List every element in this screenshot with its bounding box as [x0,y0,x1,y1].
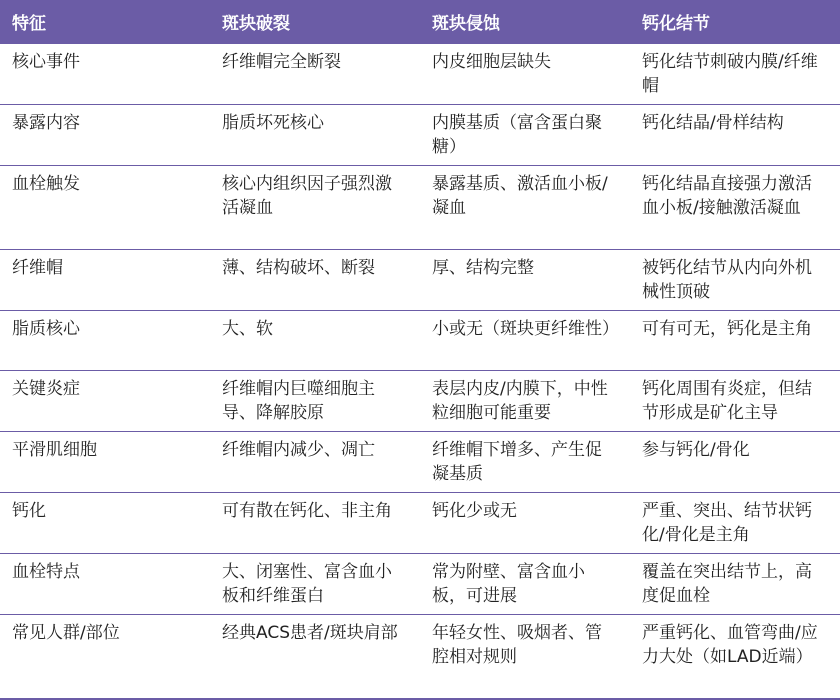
header-plaque-erosion: 斑块侵蚀 [420,0,630,44]
row-label: 钙化 [0,493,210,554]
cell-rupture: 薄、结构破坏、断裂 [210,250,420,311]
cell-erosion: 小或无（斑块更纤维性） [420,311,630,371]
cell-rupture: 经典ACS患者/斑块肩部 [210,615,420,699]
cell-calcified-nodule: 参与钙化/骨化 [630,432,840,493]
cell-calcified-nodule: 覆盖在突出结节上，高度促血栓 [630,554,840,615]
cell-erosion: 表层内皮/内膜下，中性粒细胞可能重要 [420,371,630,432]
cell-rupture: 核心内组织因子强烈激活凝血 [210,166,420,250]
cell-erosion: 年轻女性、吸烟者、管腔相对规则 [420,615,630,699]
table-row [0,371,840,432]
table-row [0,432,840,493]
row-label: 核心事件 [0,44,210,105]
cell-rupture: 纤维帽内减少、凋亡 [210,432,420,493]
cell-erosion: 钙化少或无 [420,493,630,554]
table-row [0,166,840,250]
row-label: 关键炎症 [0,371,210,432]
cell-rupture: 纤维帽完全断裂 [210,44,420,105]
cell-erosion: 纤维帽下增多、产生促凝基质 [420,432,630,493]
cell-rupture: 脂质坏死核心 [210,105,420,166]
cell-calcified-nodule: 钙化结节刺破内膜/纤维帽 [630,44,840,105]
cell-calcified-nodule: 钙化结晶/骨样结构 [630,105,840,166]
header-calcified-nodule: 钙化结节 [630,0,840,44]
table-row [0,311,840,371]
cell-erosion: 常为附壁、富含血小板，可进展 [420,554,630,615]
table-row [0,250,840,311]
header-feature: 特征 [0,0,210,44]
cell-rupture: 大、软 [210,311,420,371]
row-label: 平滑肌细胞 [0,432,210,493]
cell-erosion: 暴露基质、激活血小板/凝血 [420,166,630,250]
row-label: 脂质核心 [0,311,210,371]
row-label: 纤维帽 [0,250,210,311]
table-row [0,615,840,699]
cell-rupture: 大、闭塞性、富含血小板和纤维蛋白 [210,554,420,615]
cell-erosion: 内皮细胞层缺失 [420,44,630,105]
header-row [0,0,840,44]
table-body [0,44,840,699]
row-label: 血栓触发 [0,166,210,250]
cell-calcified-nodule: 可有可无，钙化是主角 [630,311,840,371]
cell-calcified-nodule: 严重钙化、血管弯曲/应力大处（如LAD近端） [630,615,840,699]
table-header [0,0,840,44]
row-label: 常见人群/部位 [0,615,210,699]
header-plaque-rupture: 斑块破裂 [210,0,420,44]
cell-calcified-nodule: 钙化结晶直接强力激活血小板/接触激活凝血 [630,166,840,250]
table-row [0,105,840,166]
cell-calcified-nodule: 被钙化结节从内向外机械性顶破 [630,250,840,311]
row-label: 暴露内容 [0,105,210,166]
table-row [0,44,840,105]
cell-rupture: 可有散在钙化、非主角 [210,493,420,554]
cell-erosion: 内膜基质（富含蛋白聚糖） [420,105,630,166]
cell-calcified-nodule: 严重、突出、结节状钙化/骨化是主角 [630,493,840,554]
cell-erosion: 厚、结构完整 [420,250,630,311]
row-label: 血栓特点 [0,554,210,615]
table-row [0,493,840,554]
table-row [0,554,840,615]
cell-rupture: 纤维帽内巨噬细胞主导、降解胶原 [210,371,420,432]
cell-calcified-nodule: 钙化周围有炎症，但结节形成是矿化主导 [630,371,840,432]
